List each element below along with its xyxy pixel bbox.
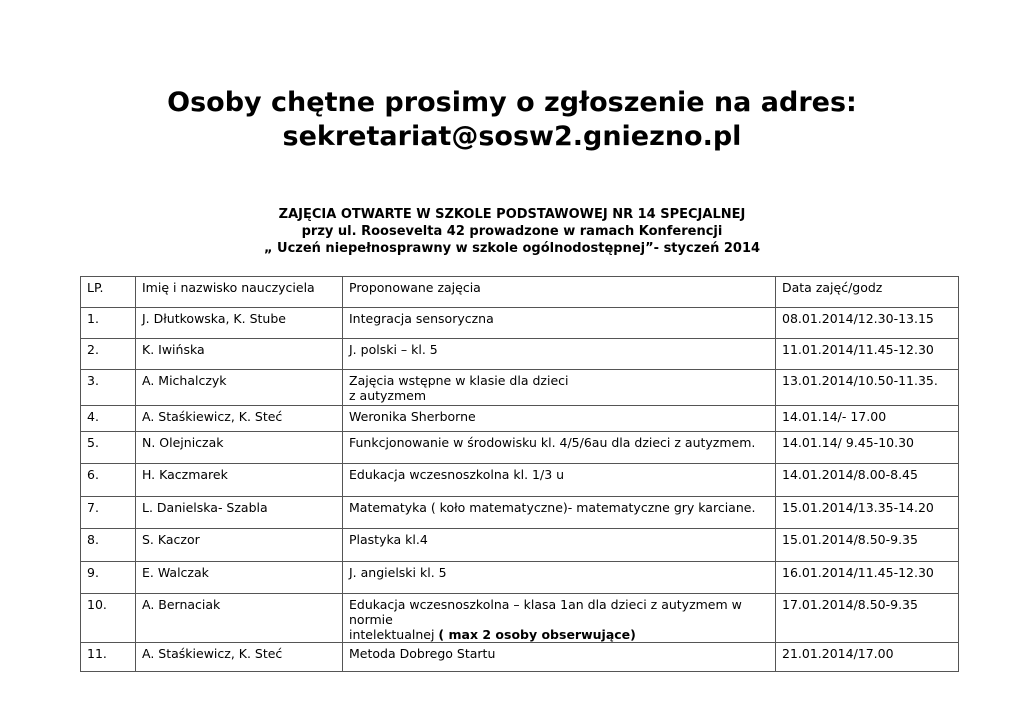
cell-date: 17.01.2014/8.50-9.35 bbox=[776, 594, 959, 643]
table-row bbox=[81, 432, 959, 464]
cell-lp: 4. bbox=[81, 406, 136, 432]
cell-activity: Edukacja wczesnoszkolna kl. 1/3 u bbox=[343, 464, 776, 497]
cell-activity: Metoda Dobrego Startu bbox=[343, 643, 776, 672]
cell-teacher: A. Staśkiewicz, K. Steć bbox=[136, 643, 343, 672]
cell-date: 15.01.2014/8.50-9.35 bbox=[776, 529, 959, 562]
subtitle-line2: przy ul. Roosevelta 42 prowadzone w ramach Konferencji bbox=[301, 224, 723, 239]
cell-activity-note: ( max 2 osoby obserwujące) bbox=[438, 627, 636, 642]
table-row bbox=[81, 562, 959, 594]
cell-lp: 10. bbox=[81, 594, 136, 643]
table-row bbox=[81, 339, 959, 370]
cell-teacher: A. Bernaciak bbox=[136, 594, 343, 643]
cell-activity bbox=[343, 370, 776, 406]
contact-heading-line1: Osoby chętne prosimy o zgłoszenie na adres: bbox=[167, 87, 857, 118]
cell-teacher: A. Staśkiewicz, K. Steć bbox=[136, 406, 343, 432]
header-teacher: Imię i nazwisko nauczyciela bbox=[136, 277, 343, 308]
contact-heading bbox=[0, 86, 1024, 154]
cell-date: 16.01.2014/11.45-12.30 bbox=[776, 562, 959, 594]
cell-teacher: S. Kaczor bbox=[136, 529, 343, 562]
cell-lp: 1. bbox=[81, 308, 136, 339]
cell-activity: J. angielski kl. 5 bbox=[343, 562, 776, 594]
cell-date: 08.01.2014/12.30-13.15 bbox=[776, 308, 959, 339]
cell-lp: 5. bbox=[81, 432, 136, 464]
cell-date: 21.01.2014/17.00 bbox=[776, 643, 959, 672]
cell-lp: 9. bbox=[81, 562, 136, 594]
cell-date: 11.01.2014/11.45-12.30 bbox=[776, 339, 959, 370]
table-row bbox=[81, 594, 959, 643]
cell-activity: Plastyka kl.4 bbox=[343, 529, 776, 562]
schedule-table bbox=[80, 276, 959, 672]
cell-lp: 11. bbox=[81, 643, 136, 672]
contact-email: sekretariat@sosw2.gniezno.pl bbox=[282, 121, 742, 152]
cell-date: 13.01.2014/10.50-11.35. bbox=[776, 370, 959, 406]
cell-lp: 6. bbox=[81, 464, 136, 497]
table-row bbox=[81, 464, 959, 497]
table-row bbox=[81, 643, 959, 672]
cell-teacher: H. Kaczmarek bbox=[136, 464, 343, 497]
cell-teacher: J. Dłutkowska, K. Stube bbox=[136, 308, 343, 339]
cell-date: 14.01.14/- 17.00 bbox=[776, 406, 959, 432]
table-row bbox=[81, 308, 959, 339]
table-row bbox=[81, 529, 959, 562]
header-lp: LP. bbox=[81, 277, 136, 308]
event-subtitle bbox=[0, 206, 1024, 257]
cell-activity-line2 bbox=[349, 627, 769, 642]
cell-teacher: N. Olejniczak bbox=[136, 432, 343, 464]
cell-activity-line2-text: intelektualnej bbox=[349, 627, 435, 642]
cell-activity: Matematyka ( koło matematyczne)- matematyczne gry karciane. bbox=[343, 497, 776, 529]
cell-activity: Integracja sensoryczna bbox=[343, 308, 776, 339]
table-row bbox=[81, 497, 959, 529]
table-row bbox=[81, 406, 959, 432]
cell-lp: 3. bbox=[81, 370, 136, 406]
cell-teacher: A. Michalczyk bbox=[136, 370, 343, 406]
cell-lp: 7. bbox=[81, 497, 136, 529]
subtitle-line1: ZAJĘCIA OTWARTE W SZKOLE PODSTAWOWEJ NR 14 SPECJALNEJ bbox=[278, 207, 746, 222]
cell-lp: 8. bbox=[81, 529, 136, 562]
cell-activity-line2: z autyzmem bbox=[349, 388, 427, 403]
cell-activity: J. polski – kl. 5 bbox=[343, 339, 776, 370]
table-row bbox=[81, 370, 959, 406]
cell-activity bbox=[343, 594, 776, 643]
cell-teacher: L. Danielska- Szabla bbox=[136, 497, 343, 529]
table-header-row bbox=[81, 277, 959, 308]
cell-activity: Funkcjonowanie w środowisku kl. 4/5/6au dla dzieci z autyzmem. bbox=[343, 432, 776, 464]
cell-activity-line1: Edukacja wczesnoszkolna – klasa 1an dla dzieci z autyzmem w normie bbox=[349, 597, 742, 627]
header-activity: Proponowane zajęcia bbox=[343, 277, 776, 308]
cell-date: 15.01.2014/13.35-14.20 bbox=[776, 497, 959, 529]
subtitle-line3: „ Uczeń niepełnosprawny w szkole ogólnodostępnej”- styczeń 2014 bbox=[263, 241, 761, 256]
cell-date: 14.01.2014/8.00-8.45 bbox=[776, 464, 959, 497]
cell-activity-line1: Zajęcia wstępne w klasie dla dzieci bbox=[349, 373, 569, 388]
cell-teacher: E. Walczak bbox=[136, 562, 343, 594]
cell-activity: Weronika Sherborne bbox=[343, 406, 776, 432]
header-date: Data zajęć/godz bbox=[776, 277, 959, 308]
cell-teacher: K. Iwińska bbox=[136, 339, 343, 370]
cell-lp: 2. bbox=[81, 339, 136, 370]
cell-date: 14.01.14/ 9.45-10.30 bbox=[776, 432, 959, 464]
